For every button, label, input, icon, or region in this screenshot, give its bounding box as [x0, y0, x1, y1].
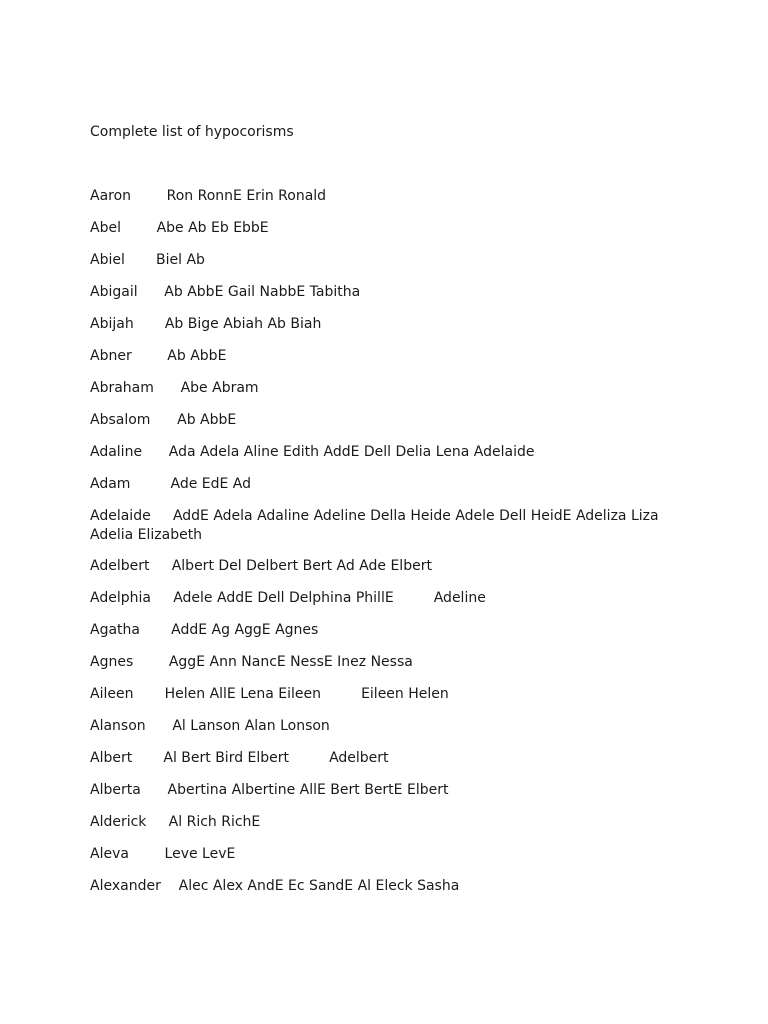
list-item: Adelphia Adele AddE Dell Delphina PhillE Adeline [90, 590, 486, 606]
list-item: Alanson Al Lanson Alan Lonson [90, 718, 330, 734]
list-item: Adaline Ada Adela Aline Edith AddE Dell Delia Lena Adelaide [90, 444, 535, 460]
list-item: Aileen Helen AllE Lena Eileen Eileen Helen [90, 686, 449, 702]
list-item: Agatha AddE Ag AggE Agnes [90, 622, 319, 638]
hypocorism-list [90, 187, 670, 909]
list-item: Alberta Abertina Albertine AllE Bert BertE Elbert [90, 782, 449, 798]
document-title: Complete list of hypocorisms [90, 124, 294, 140]
list-item: Adelbert Albert Del Delbert Bert Ad Ade Elbert [90, 558, 432, 574]
list-item: Abel Abe Ab Eb EbbE [90, 220, 269, 236]
list-item: Albert Al Bert Bird Elbert Adelbert [90, 750, 389, 766]
list-item: Abiel Biel Ab [90, 252, 205, 268]
list-item: Absalom Ab AbbE [90, 412, 237, 428]
list-item: Adam Ade EdE Ad [90, 476, 252, 492]
list-item: Aaron Ron RonnE Erin Ronald [90, 188, 327, 204]
list-item: Aleva Leve LevE [90, 846, 236, 862]
list-item: Abner Ab AbbE [90, 348, 227, 364]
list-item: Abijah Ab Bige Abiah Ab Biah [90, 316, 322, 332]
list-item: Abigail Ab AbbE Gail NabbE Tabitha [90, 284, 361, 300]
list-item: Adelaide AddE Adela Adaline Adeline Della Heide Adele Dell HeidE Adeliza Liza Adelia Elizabeth [90, 508, 664, 543]
list-item: Agnes AggE Ann NancE NessE Inez Nessa [90, 654, 413, 670]
list-item: Alexander Alec Alex AndE Ec SandE Al Eleck Sasha [90, 878, 460, 894]
list-item: Abraham Abe Abram [90, 380, 259, 396]
list-item: Alderick Al Rich RichE [90, 814, 261, 830]
